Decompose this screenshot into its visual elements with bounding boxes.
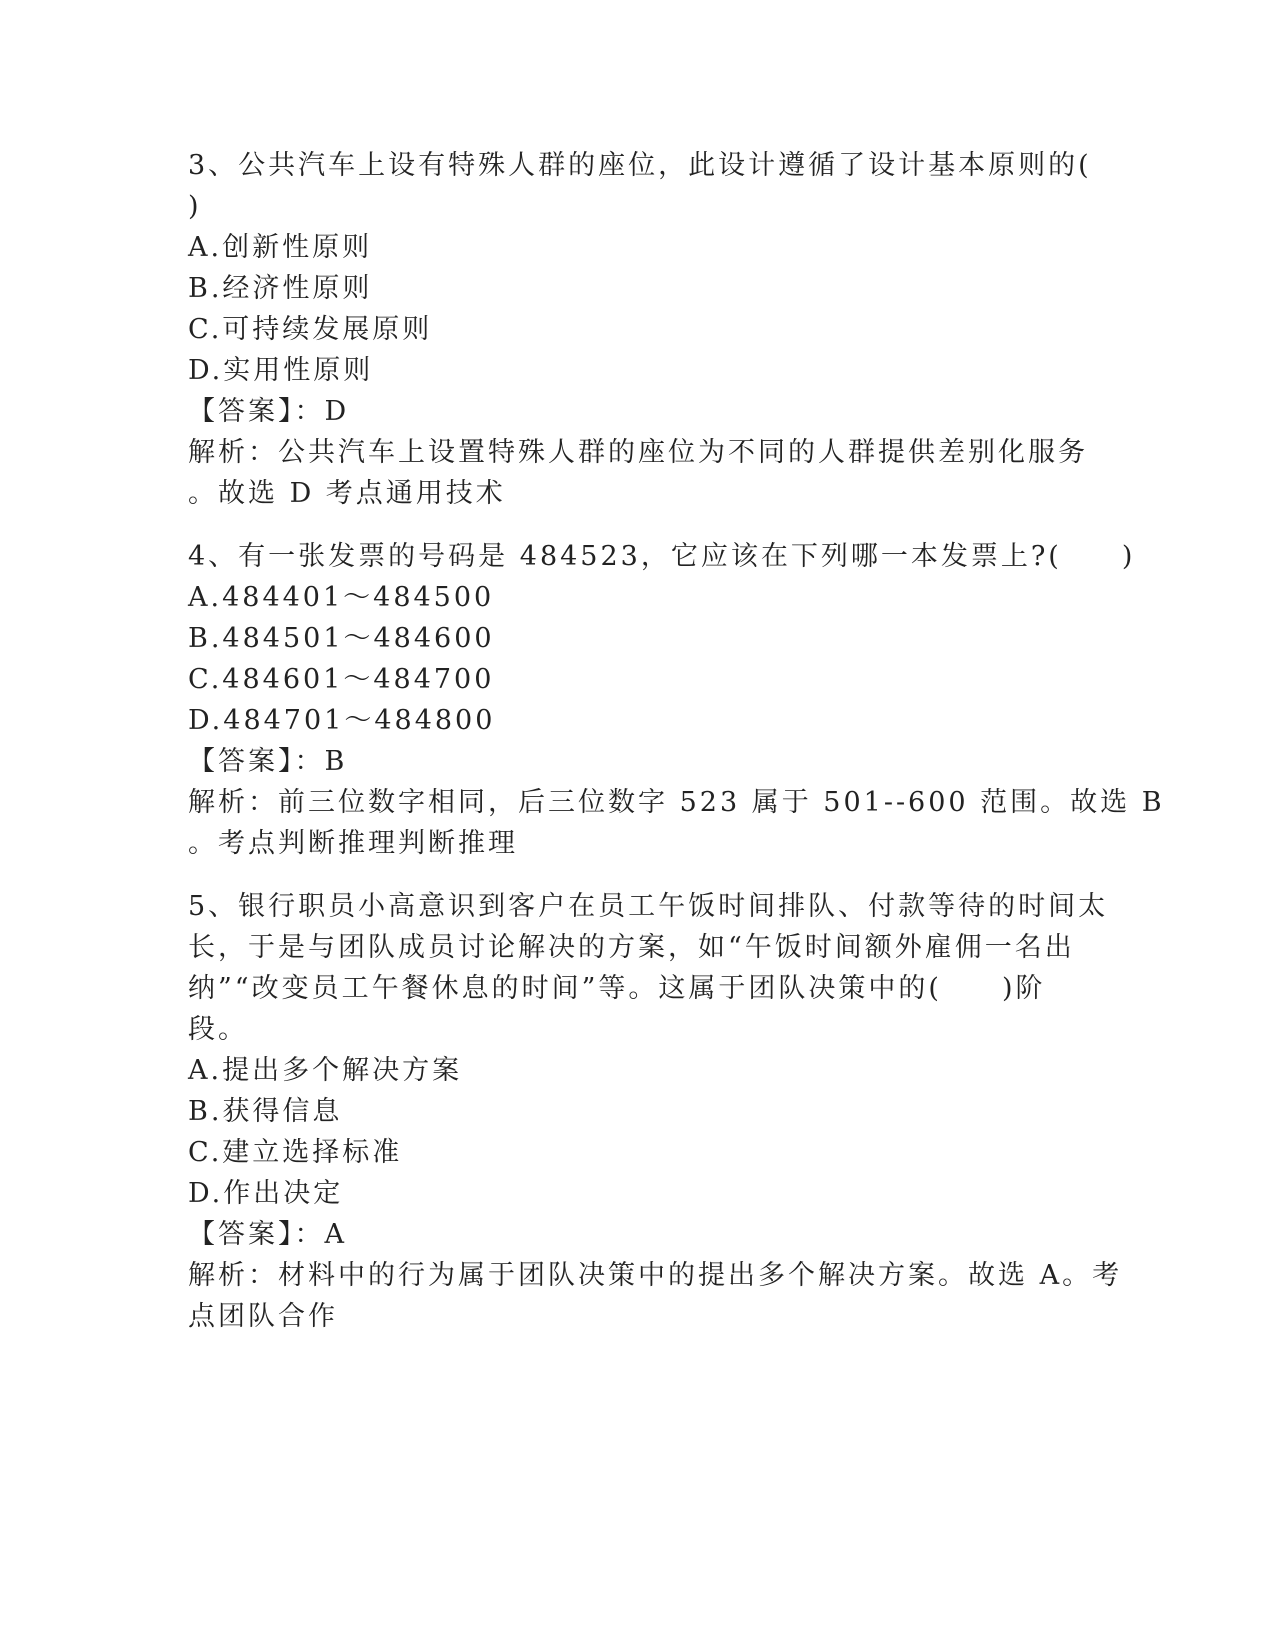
question-3-option-a: A.创新性原则	[188, 232, 373, 263]
question-5-option-d: D.作出决定	[188, 1178, 344, 1209]
question-4-analysis: 。考点判断推理判断推理	[188, 828, 518, 859]
question-3-analysis: 。故选 D 考点通用技术	[188, 478, 506, 509]
question-5-stem: 纳”“改变员工午餐休息的时间”等。这属于团队决策中的( )阶	[188, 973, 1046, 1004]
question-4-option-a: A.484401～484500	[188, 582, 495, 613]
question-3-stem: 3、公共汽车上设有特殊人群的座位，此设计遵循了设计基本原则的(	[188, 150, 1092, 181]
question-3-option-d: D.实用性原则	[188, 355, 374, 386]
question-5-analysis: 解析：材料中的行为属于团队决策中的提出多个解决方案。故选 A。考	[188, 1260, 1123, 1291]
question-4-option-b: B.484501～484600	[188, 623, 495, 654]
question-5-analysis: 点团队合作	[188, 1301, 338, 1332]
question-5-stem: 5、银行职员小高意识到客户在员工午饭时间排队、付款等待的时间太	[188, 891, 1109, 922]
question-5-stem: 段。	[188, 1014, 248, 1045]
question-4-option-d: D.484701～484800	[188, 705, 496, 736]
question-4-analysis: 解析：前三位数字相同，后三位数字 523 属于 501--600 范围。故选 B	[188, 787, 1165, 818]
question-3-answer: 【答案】：D	[188, 396, 350, 427]
question-4-stem: 4、有一张发票的号码是 484523，它应该在下列哪一本发票上?( )	[188, 541, 1136, 572]
question-5-option-a: A.提出多个解决方案	[188, 1055, 463, 1086]
question-3-option-b: B.经济性原则	[188, 273, 373, 304]
question-5-option-c: C.建立选择标准	[188, 1137, 403, 1168]
question-3-analysis: 解析：公共汽车上设置特殊人群的座位为不同的人群提供差别化服务	[188, 437, 1088, 468]
question-3-option-c: C.可持续发展原则	[188, 314, 433, 345]
question-3-stem: )	[188, 191, 202, 222]
question-4-option-c: C.484601～484700	[188, 664, 495, 695]
question-4-answer: 【答案】：B	[188, 746, 348, 777]
question-5-stem: 长，于是与团队成员讨论解决的方案，如“午饭时间额外雇佣一名出	[188, 932, 1075, 963]
question-5-option-b: B.获得信息	[188, 1096, 343, 1127]
question-5-answer: 【答案】：A	[188, 1219, 347, 1250]
